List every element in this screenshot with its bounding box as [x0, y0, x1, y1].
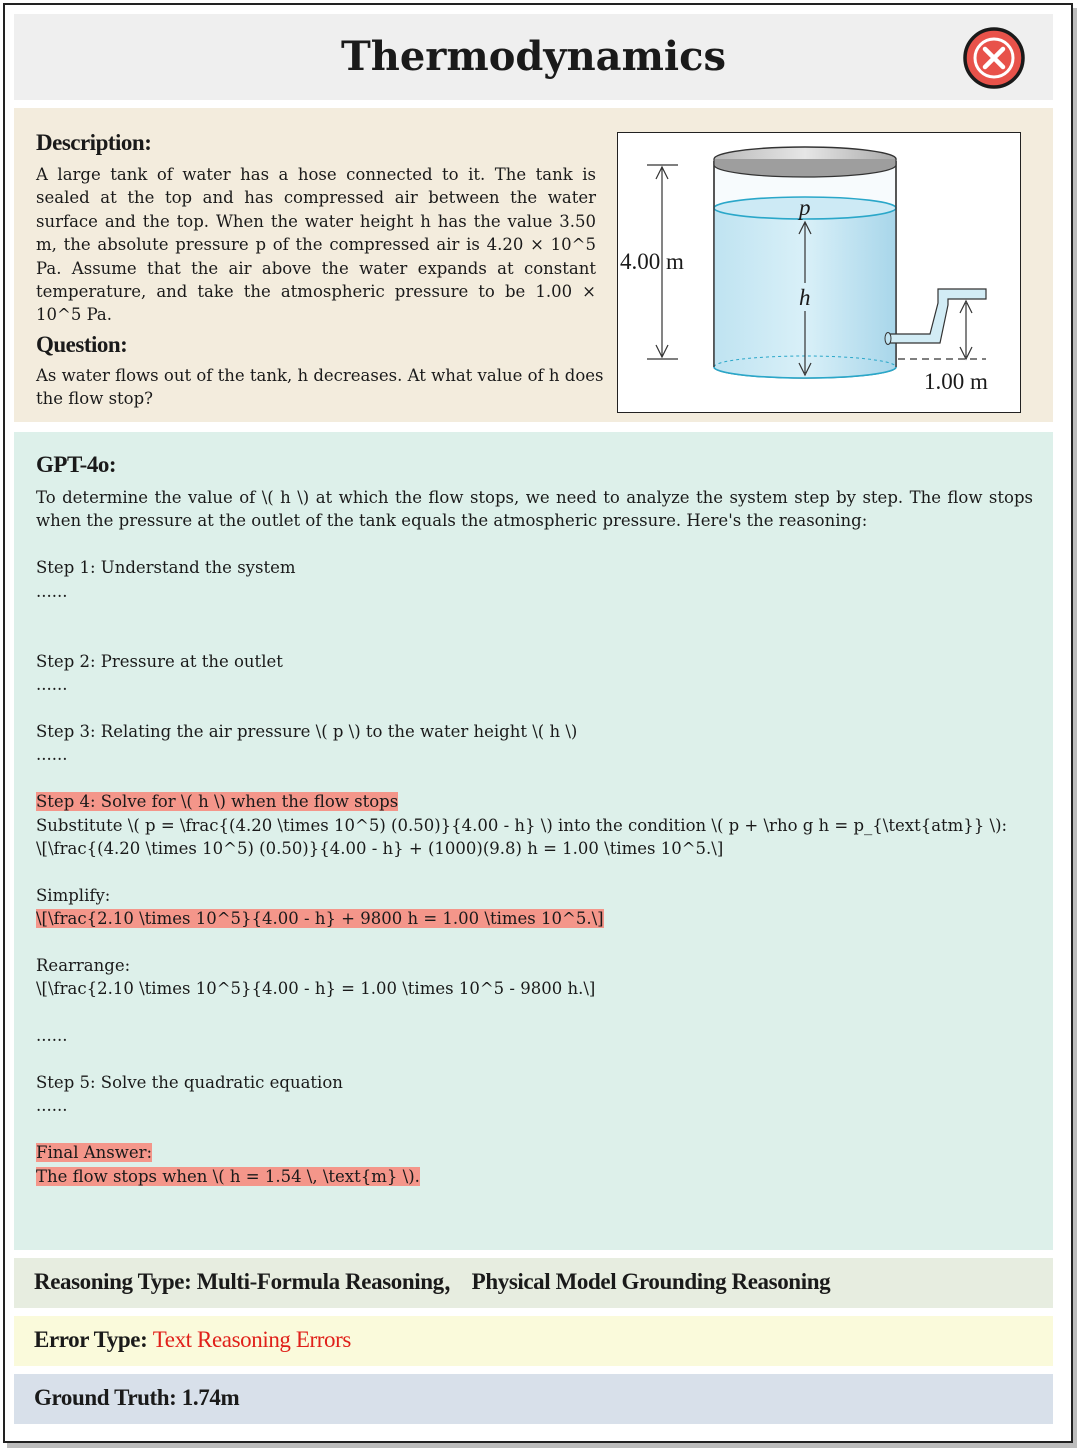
water-height-label: h [799, 285, 811, 310]
answer-body [36, 486, 1033, 1188]
reasoning-type-label: Reasoning Type: [34, 1269, 192, 1294]
question-heading: Question: [36, 332, 128, 357]
ground-truth-box [14, 1374, 1053, 1424]
reasoning-type-box [14, 1258, 1053, 1308]
problem-section [14, 108, 1053, 422]
ellipsis: ...... [36, 1026, 68, 1046]
close-circle-icon [962, 26, 1026, 90]
error-type-label: Error Type: [34, 1327, 148, 1352]
rearrange-equation: \[\frac{2.10 \times 10^5}{4.00 - h} = 1.00 \times 10^5 - 9800 h.\] [36, 979, 596, 999]
rearrange-label: Rearrange: [36, 956, 131, 976]
ellipsis: ...... [36, 581, 68, 601]
description-text: A large tank of water has a hose connected to it. The tank is sealed at the top and has compressed air between the water surface and the top. When the water height h has the value 3.50 m, the absolute pressure p of the compressed air is 4.20 × 10^5 Pa. Assume that the air above the water expands at constant temperature, and take the atmospheric pressure to be 1.00 × 10^5 Pa. [36, 165, 596, 325]
outlet-height-label: 1.00 m [924, 369, 988, 394]
final-answer-text: The flow stops when \( h = 1.54 \, \text{m} \). [36, 1166, 420, 1186]
tank-figure [617, 132, 1021, 413]
pressure-label: p [799, 195, 811, 220]
answer-intro: To determine the value of \( h \) at which the flow stops, we need to analyze the system step by step. The flow stops when the pressure at the outlet of the tank equals the atmospheric pressure. Here's the reasoning: [36, 488, 1033, 531]
error-type-value: Text Reasoning Errors [152, 1327, 351, 1352]
ellipsis: ...... [36, 745, 68, 765]
page-title: Thermodynamics [341, 33, 726, 80]
step-2: Step 2: Pressure at the outlet [36, 651, 283, 671]
ellipsis: ...... [36, 675, 68, 695]
reasoning-type-value: Multi-Formula Reasoning， Physical Model Grounding Reasoning [196, 1269, 831, 1294]
step-4-highlight: Step 4: Solve for \( h \) when the flow stops [36, 792, 399, 812]
error-type-box [14, 1316, 1053, 1366]
substitute-equation: \[\frac{(4.20 \times 10^5) (0.50)}{4.00 - h} + (1000)(9.8) h = 1.00 \times 10^5.\] [36, 839, 724, 859]
header-bar [14, 14, 1053, 100]
ellipsis: ...... [36, 1096, 68, 1116]
ground-truth-value: 1.74m [181, 1385, 240, 1410]
final-answer-label: Final Answer: [36, 1143, 153, 1163]
substitute-text: Substitute \( p = \frac{(4.20 \times 10^5) (0.50)}{4.00 - h} \) into the condition \( p + \rho g h = p_{\text{atm}} \): [36, 815, 1008, 835]
ground-truth-label: Ground Truth: [34, 1385, 177, 1410]
description-heading: Description: [36, 130, 152, 155]
simplify-label: Simplify: [36, 885, 111, 905]
step-3: Step 3: Relating the air pressure \( p \) to the water height \( h \) [36, 722, 578, 742]
step-5: Step 5: Solve the quadratic equation [36, 1073, 343, 1093]
model-heading: GPT-4o: [36, 452, 116, 477]
answer-section [14, 432, 1053, 1250]
tank-diagram [618, 133, 1020, 412]
question-text: As water flows out of the tank, h decreases. At what value of h does the flow stop? [36, 366, 604, 409]
simplify-equation-highlight: \[\frac{2.10 \times 10^5}{4.00 - h} + 9800 h = 1.00 \times 10^5.\] [36, 909, 604, 929]
height-label: 4.00 m [620, 249, 684, 274]
step-1: Step 1: Understand the system [36, 558, 296, 578]
